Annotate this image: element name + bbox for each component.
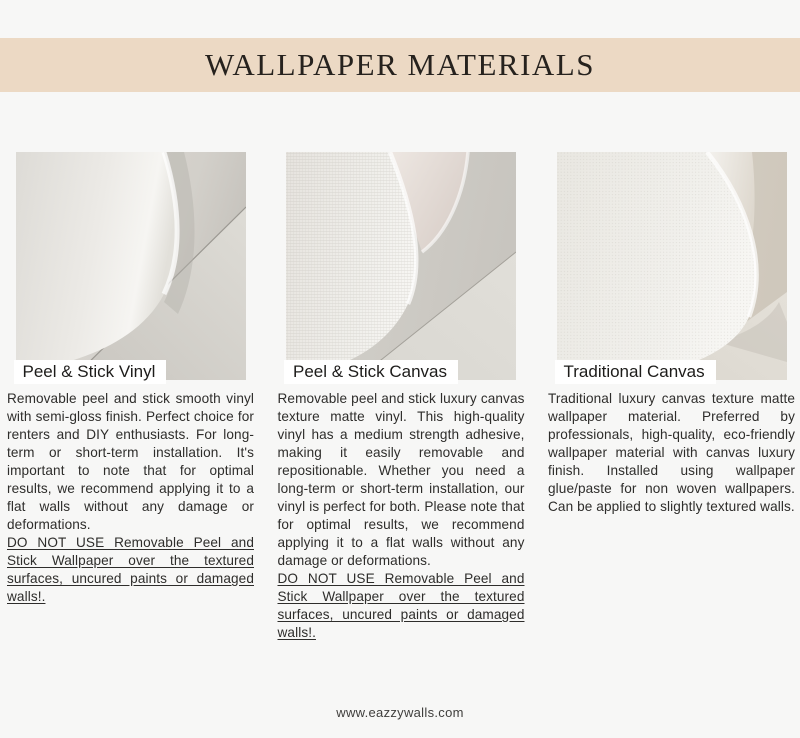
material-label-peel-stick-vinyl: Peel & Stick Vinyl <box>14 360 167 384</box>
material-description-peel-stick-vinyl: Removable peel and stick smooth vinyl with semi-gloss finish. Perfect choice for renters and DIY enthusiasts. For long-term or short-term installation. It's important to note that for optimal results, we recommend applying it to a flat walls without any damage or deformations. <box>7 391 254 532</box>
material-column-peel-stick-vinyl <box>7 152 254 642</box>
footer <box>0 704 800 722</box>
material-label-traditional-canvas: Traditional Canvas <box>555 360 716 384</box>
title-banner <box>0 38 800 92</box>
material-warning-peel-stick-vinyl: DO NOT USE Removable Peel and Stick Wallpaper over the textured surfaces, uncured paints or damaged walls!. <box>7 535 254 604</box>
material-description-peel-stick-canvas: Removable peel and stick luxury canvas texture matte vinyl. This high-quality vinyl has a medium strength adhesive, making it easily removable and repositionable. Whether you need a long-term or short-term installation, our vinyl is perfect for both. Please note that for optimal results, we recommend applying it to a flat walls without any damage or deformations. <box>277 391 525 568</box>
material-warning-peel-stick-canvas: DO NOT USE Removable Peel and Stick Wallpaper over the textured surfaces, uncured paints or damaged walls!. <box>277 571 525 640</box>
wallpaper-materials-infographic <box>0 38 800 738</box>
canvas-vinyl-photo <box>286 152 516 380</box>
material-description-traditional-canvas: Traditional luxury canvas texture matte wallpaper material. Preferred by professionals, high-quality, eco-friendly wallpaper material with canvas luxury finish. Installed using wallpaper glue/paste for non woven wallpapers. Can be applied to slightly textured walls. <box>548 391 795 514</box>
page-title: WALLPAPER MATERIALS <box>205 47 595 82</box>
material-label-peel-stick-canvas: Peel & Stick Canvas <box>284 360 458 384</box>
traditional-canvas-photo <box>557 152 787 380</box>
material-column-peel-stick-canvas <box>278 152 525 642</box>
material-column-traditional-canvas <box>548 152 795 642</box>
materials-columns <box>0 152 800 642</box>
website-url[interactable]: www.eazzywalls.com <box>336 705 464 720</box>
smooth-vinyl-photo <box>16 152 246 380</box>
